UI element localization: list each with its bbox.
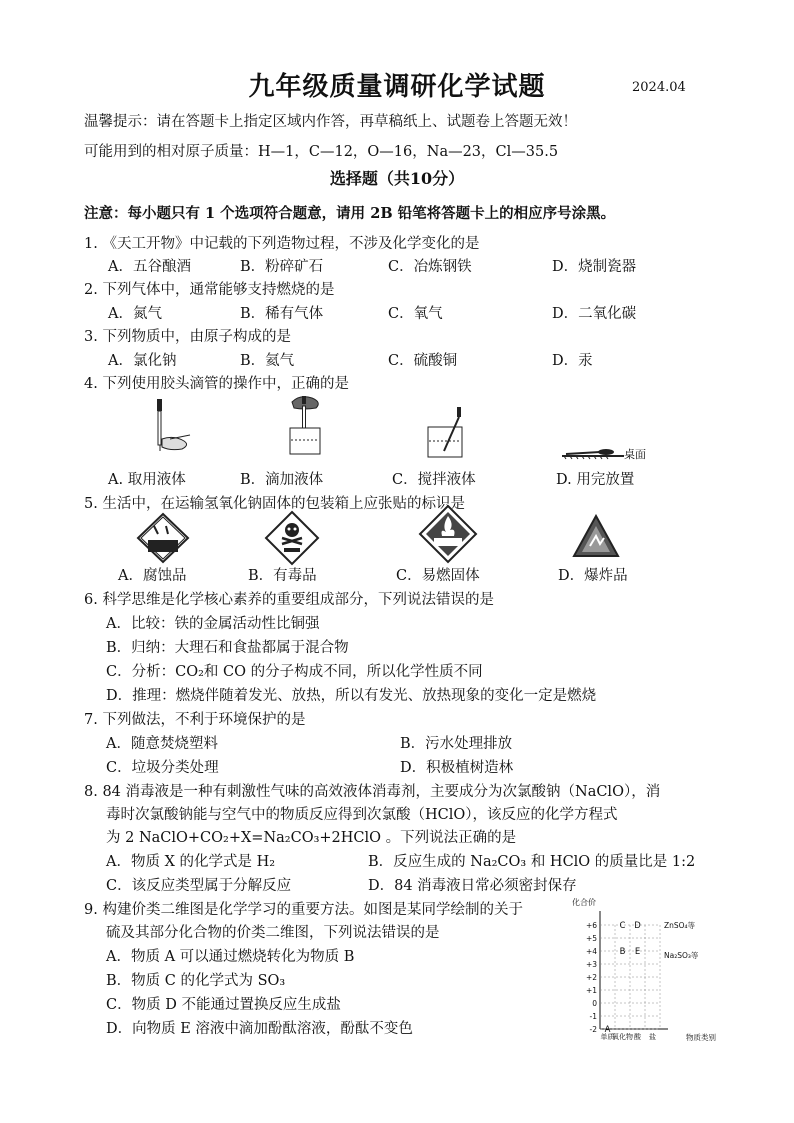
section-title: 选择题（共10分） (329, 169, 465, 188)
dropper-stir-liquid-illustration (424, 405, 474, 461)
toxic-sign-icon (264, 510, 320, 566)
chart-annotation-na2so3: Na₂SO₃等 (664, 951, 699, 960)
chart-annotation-znso4: ZnSO₄等 (664, 921, 696, 930)
q3-option-a[interactable]: A．氯化钠 (108, 353, 177, 369)
q7-option-a[interactable]: A．随意焚烧塑料 (106, 736, 218, 752)
q9-option-d[interactable]: D．向物质 E 溶液中滴加酚酞溶液，酚酞不变色 (106, 1021, 413, 1037)
section-note: 注意：每小题只有 1 个选项符合题意，请用 2B 铅笔将答题卡上的相应序号涂黑。 (84, 205, 616, 222)
q4-option-d[interactable]: D. 用完放置 (556, 472, 635, 488)
chart-category-label: 单质 (600, 1033, 615, 1041)
q5-option-c[interactable]: C．易燃固体 (396, 568, 480, 584)
q1-option-a[interactable]: A．五谷酿酒 (108, 259, 191, 275)
chart-point-c: C (619, 921, 626, 931)
chart-y-tick-label: +2 (585, 973, 597, 982)
exam-date: 2024.04 (632, 80, 686, 95)
chart-y-tick-label: +6 (585, 921, 597, 930)
q7-option-b[interactable]: B．污水处理排放 (400, 736, 513, 752)
q4-stem: 4. 下列使用胶头滴管的操作中，正确的是 (84, 376, 349, 392)
q6-option-d[interactable]: D．推理：燃烧伴随着发光、放热，所以有发光、放热现象的变化一定是燃烧 (106, 688, 597, 704)
q6-stem: 6. 科学思维是化学核心素养的重要组成部分，下列说法错误的是 (84, 592, 494, 608)
q2-option-d[interactable]: D．二氧化碳 (552, 306, 637, 322)
q2-stem: 2. 下列气体中，通常能够支持燃烧的是 (84, 282, 335, 298)
q6-option-a[interactable]: A．比较：铁的金属活动性比铜强 (106, 616, 320, 632)
q3-option-d[interactable]: D．汞 (552, 353, 593, 369)
q9-stem-line2: 硫及其部分化合物的价类二维图，下列说法错误的是 (106, 925, 440, 941)
flammable-solid-sign-icon (418, 504, 478, 564)
chart-y-tick-label: -1 (589, 1012, 597, 1021)
q2-option-b[interactable]: B．稀有气体 (240, 306, 324, 322)
q7-stem: 7. 下列做法，不利于环境保护的是 (84, 712, 306, 728)
table-label: 桌面 (624, 448, 646, 461)
q8-option-b[interactable]: B．反应生成的 Na₂CO₃ 和 HClO 的质量比是 1:2 (368, 854, 696, 870)
q8-stem-line3: 为 2 NaClO+CO₂+X=Na₂CO₃+2HClO 。下列说法正确的是 (106, 830, 517, 846)
explosive-sign-icon (572, 514, 620, 558)
chart-y-tick-label: 0 (592, 999, 597, 1008)
q8-stem-line2: 毒时次氯酸钠能与空气中的物质反应得到次氯酸（HClO），该反应的化学方程式 (106, 807, 618, 823)
q5-option-b[interactable]: B．有毒品 (248, 568, 317, 584)
q2-option-c[interactable]: C．氧气 (388, 306, 443, 322)
atomic-mass-text: 可能用到的相对原子质量：H—1，C—12，O—16，Na—23，Cl—35.5 (84, 144, 559, 160)
chart-category-label: 氧化物 (612, 1033, 633, 1041)
q9-option-b[interactable]: B．物质 C 的化学式为 SO₃ (106, 973, 286, 989)
q7-option-c[interactable]: C．垃圾分类处理 (106, 760, 219, 776)
chart-y-tick-label: +3 (585, 960, 597, 969)
q1-option-b[interactable]: B．粉碎矿石 (240, 259, 324, 275)
q1-option-c[interactable]: C．冶炼钢铁 (388, 259, 472, 275)
dropper-take-liquid-illustration (140, 395, 200, 457)
tip-text: 温馨提示：请在答题卡上指定区域内作答，再草稿纸上、试题卷上答题无效！ (84, 114, 577, 130)
q4-option-a[interactable]: A. 取用液体 (108, 472, 186, 488)
q1-option-d[interactable]: D．烧制瓷器 (552, 259, 637, 275)
chart-y-tick-label: +4 (585, 947, 597, 956)
q8-stem-line1: 8. 84 消毒液是一种有刺激性气味的高效液体消毒剂，主要成分为次氯酸钠（NaClO），消 (84, 784, 661, 800)
page-title: 九年级质量调研化学试题 (248, 72, 546, 102)
q8-option-d[interactable]: D．84 消毒液日常必须密封保存 (368, 878, 577, 894)
chart-y-tick-label: +1 (585, 986, 597, 995)
chart-y-tick-label: +5 (585, 934, 597, 943)
q4-option-b[interactable]: B．滴加液体 (240, 472, 324, 488)
q9-option-a[interactable]: A．物质 A 可以通过燃烧转化为物质 B (106, 949, 355, 965)
q8-option-c[interactable]: C．该反应类型属于分解反应 (106, 878, 292, 894)
chart-point-a: A (604, 1025, 611, 1035)
q5-stem: 5. 生活中，在运输氢氧化钠固体的包装箱上应张贴的标识是 (84, 496, 465, 512)
q4-option-c[interactable]: C．搅拌液体 (392, 472, 476, 488)
corrosive-sign-icon (136, 512, 190, 564)
dropper-add-liquid-illustration (282, 392, 332, 458)
q9-stem-line1: 9. 构建价类二维图是化学学习的重要方法。如图是某同学绘制的关于 (84, 902, 523, 918)
q3-stem: 3. 下列物质中，由原子构成的是 (84, 329, 291, 345)
q5-option-a[interactable]: A．腐蚀品 (118, 568, 187, 584)
dropper-placed-on-table-illustration (560, 446, 624, 460)
valence-class-chart (572, 895, 722, 1065)
q2-option-a[interactable]: A．氮气 (108, 306, 162, 322)
chart-point-d: D (634, 921, 641, 931)
q6-option-c[interactable]: C．分析：CO₂和 CO 的分子构成不同，所以化学性质不同 (106, 664, 483, 680)
q6-option-b[interactable]: B．归纳：大理石和食盐都属于混合物 (106, 640, 349, 656)
chart-category-label: 盐 (649, 1033, 656, 1041)
chart-category-label: 酸 (634, 1033, 641, 1041)
q9-option-c[interactable]: C．物质 D 不能通过置换反应生成盐 (106, 997, 341, 1013)
q3-option-c[interactable]: C．硫酸铜 (388, 353, 458, 369)
chart-point-e: E (634, 947, 641, 957)
q1-stem: 1. 《天工开物》中记载的下列造物过程，不涉及化学变化的是 (84, 236, 480, 252)
q8-option-a[interactable]: A．物质 X 的化学式是 H₂ (106, 854, 276, 870)
chart-point-b: B (619, 947, 626, 957)
q5-option-d[interactable]: D．爆炸品 (558, 568, 628, 584)
chart-y-tick-label: -2 (589, 1025, 597, 1034)
chart-ylabel: 化合价 (572, 898, 596, 907)
chart-xlabel: 物质类别 (686, 1033, 716, 1042)
q3-option-b[interactable]: B．氦气 (240, 353, 295, 369)
q7-option-d[interactable]: D．积极植树造林 (400, 760, 514, 776)
